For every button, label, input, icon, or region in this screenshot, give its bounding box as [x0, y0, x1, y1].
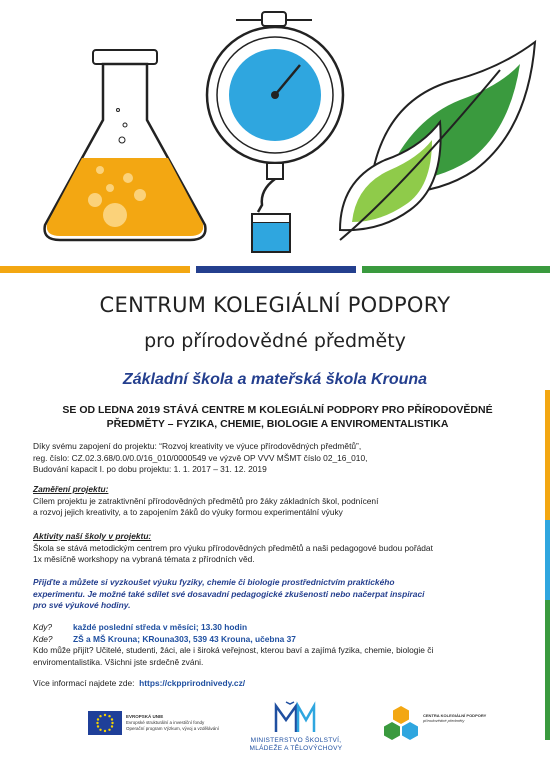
eu-line3: Operační program Výzkum, vývoj a vzdělávání	[126, 726, 220, 731]
activities-section	[33, 531, 513, 566]
headline-line2: PŘEDMĚTY – FYZIKA, CHEMIE, BIOLOGIE A ENVIROMENTALISTIKA	[106, 418, 449, 430]
who-line1: Kdo může přijít? Učitelé, studenti, žáci, ale i široká veřejnost, kterou baví a zajímá fyzika, chemie, biologie či	[33, 645, 434, 655]
intro-line2: reg. číslo: CZ.02.3.68/0.0/0.0/16_010/0000549 ve výzvě OP VVV MŠMT číslo 02_16_010,	[33, 452, 368, 463]
activities-heading: Aktivity naší školy v projektu:	[33, 531, 152, 541]
who-line2: enviromentalistika. Všichni jste srdečně zváni.	[33, 656, 204, 667]
stripe-green	[362, 266, 550, 273]
ckp-line2: přírodovědné předměty	[423, 718, 465, 723]
leaf-icon	[340, 42, 535, 240]
where-row	[33, 634, 513, 646]
headline-line1: SE OD LEDNA 2019 STÁVÁ CENTRE M KOLEGIÁLNÍ PODPORY PRO PŘÍRODOVĚDNÉ	[62, 404, 493, 416]
hero-illustration	[0, 0, 550, 270]
school-name: Základní škola a mateřská škola Krouna	[122, 371, 428, 388]
details-section	[33, 622, 513, 668]
eu-logo-text	[126, 714, 236, 732]
intro-paragraph	[33, 441, 513, 476]
msmt-logo-icon	[272, 700, 320, 736]
where-value: ZŠ a MŠ Krouna; KRouna303, 539 43 Krouna, učebna 37	[73, 633, 296, 644]
ckp-line1: CENTRA KOLEGIÁLNÍ PODPORY	[423, 713, 487, 718]
ckp-logo-icon	[382, 704, 420, 742]
msmt-line1: MINISTERSTVO ŠKOLSTVÍ,	[250, 737, 342, 744]
page-title: CENTRUM KOLEGIÁLNÍ PODPORY	[99, 293, 451, 317]
where-label: Kde?	[33, 633, 53, 644]
website-link[interactable]: https://ckpprirodnivedy.cz/	[139, 678, 246, 688]
more-info	[33, 678, 513, 690]
eu-flag-icon	[88, 711, 122, 735]
activities-line1: Škola se stává metodickým centrem pro výuku přírodovědných předmětů a naši pedagogové budou pořádat	[33, 542, 433, 553]
eu-line2: Evropské strukturální a investiční fondy	[126, 720, 205, 725]
focus-line2: a rozvoj jejich kreativity, a to zapojením žáků do výuky formou experimentální výuky	[33, 507, 343, 517]
flask-icon	[45, 50, 206, 240]
msmt-line2: MLÁDEŽE A TĚLOVÝCHOVY	[249, 745, 343, 752]
focus-section	[33, 484, 513, 519]
invite-line3: pro své výukové hodiny.	[33, 600, 131, 610]
intro-line1: Díky svému zapojení do projektu: “Rozvoj kreativity ve výuce přírodovědných předmětů”,	[33, 441, 362, 451]
when-label: Kdy?	[33, 622, 53, 632]
invite-line2: experimentu. Je možné také sdílet své dosavadní pedagogické zkušenosti nebo načerpat inspiraci	[33, 588, 425, 599]
more-info-label: Více informací najdete zde:	[33, 678, 135, 688]
stripe-navy	[196, 266, 356, 273]
side-stripe-blue	[545, 520, 550, 600]
focus-heading: Zaměření projektu:	[33, 484, 109, 494]
scale-gauge-icon	[207, 12, 343, 252]
msmt-logo-text	[240, 737, 352, 753]
page-subtitle: pro přírodovědné předměty	[144, 330, 406, 352]
ckp-logo-text	[423, 713, 498, 723]
eu-line1: EVROPSKÁ UNIE	[126, 714, 164, 719]
side-stripe-orange	[545, 390, 550, 520]
activities-line2: 1x měsíčně workshopy na vybraná témata z přírodních věd.	[33, 554, 255, 564]
headline	[25, 403, 530, 431]
side-stripe-green	[545, 600, 550, 740]
invite-line1: Přijďte a můžete si vyzkoušet výuku fyziky, chemie či biologie prostřednictvím praktického	[33, 577, 395, 587]
when-row	[33, 622, 513, 634]
invitation	[33, 577, 513, 612]
stripe-orange	[0, 266, 190, 273]
intro-line3: Budování kapacit I. po dobu projektu: 1. 1. 2017 – 31. 12. 2019	[33, 464, 267, 474]
focus-line1: Cílem projektu je zatraktivnění přírodovědných předmětů pro žáky základních škol, podnícení	[33, 495, 379, 506]
when-value: každé poslední středa v měsíci; 13.30 hodin	[73, 622, 248, 632]
